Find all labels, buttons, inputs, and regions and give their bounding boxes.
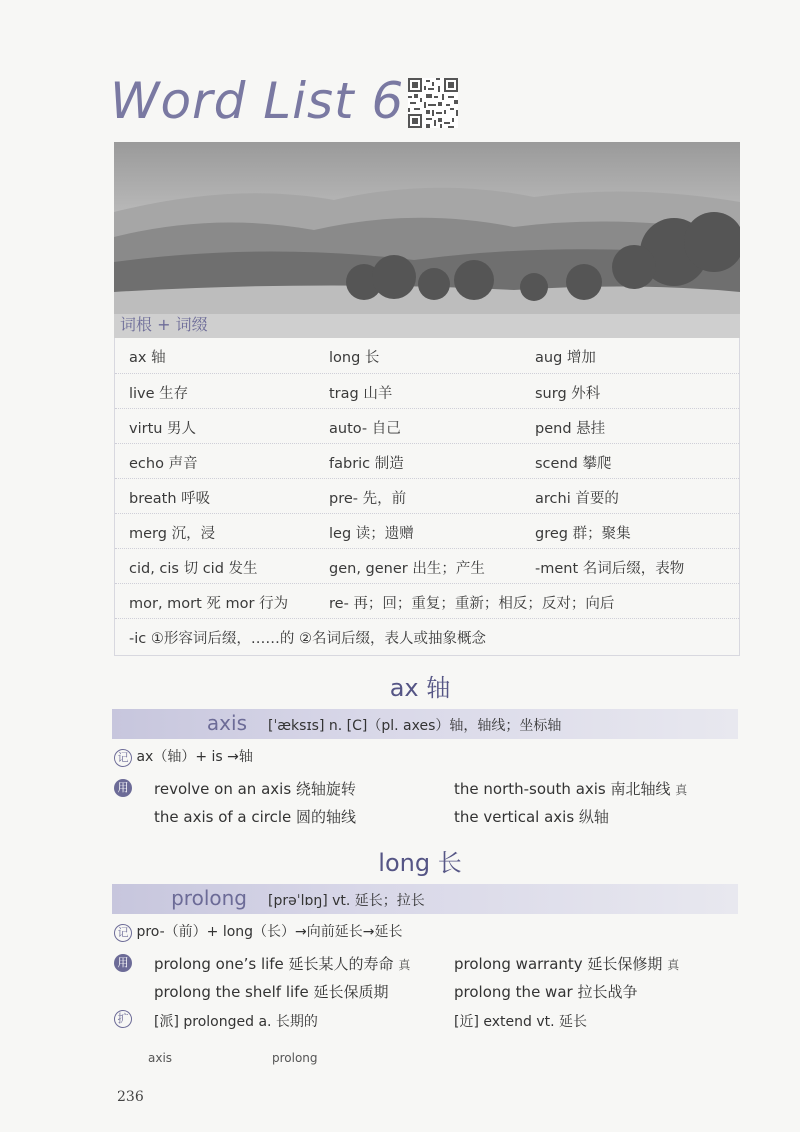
- exam-mark-icon: 真: [667, 958, 680, 972]
- memo-line: [114, 921, 403, 942]
- phrase: prolong the shelf life 延长保质期: [154, 983, 389, 1001]
- memo-text: ax（轴）+ is →轴: [136, 749, 253, 765]
- root-cell: trag 山羊: [329, 386, 393, 402]
- root-cell: virtu 男人: [129, 421, 197, 437]
- phrase: the axis of a circle 圆的轴线: [154, 808, 357, 826]
- phrase: the vertical axis 纵轴: [454, 808, 609, 826]
- root-cell: archi 首要的: [535, 491, 619, 507]
- phrase: revolve on an axis 绕轴旋转: [154, 780, 356, 798]
- root-cell: pend 悬挂: [535, 421, 606, 437]
- exam-mark-icon: 真: [398, 958, 411, 972]
- table-row: [115, 443, 739, 479]
- page-number: 236: [117, 1089, 144, 1105]
- phrase: prolong the war 拉长战争: [454, 983, 638, 1001]
- usage-badge-icon: 用: [114, 779, 132, 797]
- root-cell: cid, cis 切 cid 发生: [129, 561, 258, 577]
- headword: axis: [206, 711, 247, 735]
- root-cell: surg 外科: [535, 386, 601, 402]
- exam-mark-icon: 真: [675, 783, 688, 797]
- root-cell: scend 攀爬: [535, 456, 612, 472]
- root-cell: -ment 名词后缀，表物: [535, 561, 685, 577]
- roots-table: [114, 338, 740, 656]
- word-entry-bar: [112, 884, 738, 914]
- root-cell: re- 再；回；重复；重新；相反；反对；向后: [329, 596, 615, 612]
- qr-code-icon[interactable]: [408, 78, 458, 128]
- section-title-ax: ax 轴: [389, 674, 451, 702]
- root-cell: fabric 制造: [329, 456, 404, 472]
- table-row: [115, 338, 739, 373]
- definition: [ˈæksɪs] n. [C]（pl. axes）轴，轴线；坐标轴: [268, 718, 562, 734]
- derivative: [派] prolonged a. 长期的: [154, 1014, 318, 1030]
- table-row: [115, 513, 739, 549]
- synonym: [近] extend vt. 延长: [454, 1014, 588, 1030]
- section-title-long: long 长: [378, 849, 462, 877]
- root-cell: -ic ①形容词后缀，……的 ②名词后缀，表人或抽象概念: [129, 631, 486, 647]
- roots-affixes-header: 词根 + 词缀: [120, 315, 208, 334]
- word-entry-bar: [112, 709, 738, 739]
- root-cell: ax 轴: [129, 350, 166, 366]
- root-cell: auto- 自己: [329, 421, 401, 437]
- table-row: [115, 408, 739, 444]
- headword: prolong: [171, 886, 247, 910]
- footer-word: prolong: [272, 1051, 318, 1065]
- root-cell: long 长: [329, 350, 380, 366]
- extension-badge-icon: 扩: [114, 1010, 132, 1028]
- table-row: [115, 478, 739, 514]
- root-cell: merg 沉，浸: [129, 526, 216, 542]
- table-row: [115, 583, 739, 619]
- table-row: [115, 373, 739, 409]
- page-title: Word List 6: [110, 72, 405, 130]
- usage-badge-icon: 用: [114, 954, 132, 972]
- phrase: the north-south axis 南北轴线 真: [454, 780, 688, 798]
- memo-text: pro-（前）+ long（长）→向前延长→延长: [136, 924, 403, 940]
- table-row: [115, 548, 739, 584]
- definition: [prəˈlɒŋ] vt. 延长；拉长: [268, 893, 425, 909]
- root-cell: mor, mort 死 mor 行为: [129, 596, 289, 612]
- root-cell: pre- 先，前: [329, 491, 407, 507]
- memo-badge-icon: 记: [114, 749, 132, 767]
- root-cell: aug 增加: [535, 350, 596, 366]
- footer-word: axis: [148, 1051, 173, 1065]
- root-cell: breath 呼吸: [129, 491, 211, 507]
- phrase: prolong one’s life 延长某人的寿命 真: [154, 955, 411, 973]
- memo-line: [114, 746, 253, 767]
- landscape-photo: [114, 142, 740, 338]
- root-cell: echo 声音: [129, 456, 198, 472]
- root-cell: greg 群；聚集: [535, 526, 631, 542]
- root-cell: leg 读；遗赠: [329, 526, 414, 542]
- root-cell: gen, gener 出生；产生: [329, 561, 485, 577]
- table-row: [115, 618, 739, 654]
- memo-badge-icon: 记: [114, 924, 132, 942]
- phrase: prolong warranty 延长保修期 真: [454, 955, 680, 973]
- root-cell: live 生存: [129, 386, 189, 402]
